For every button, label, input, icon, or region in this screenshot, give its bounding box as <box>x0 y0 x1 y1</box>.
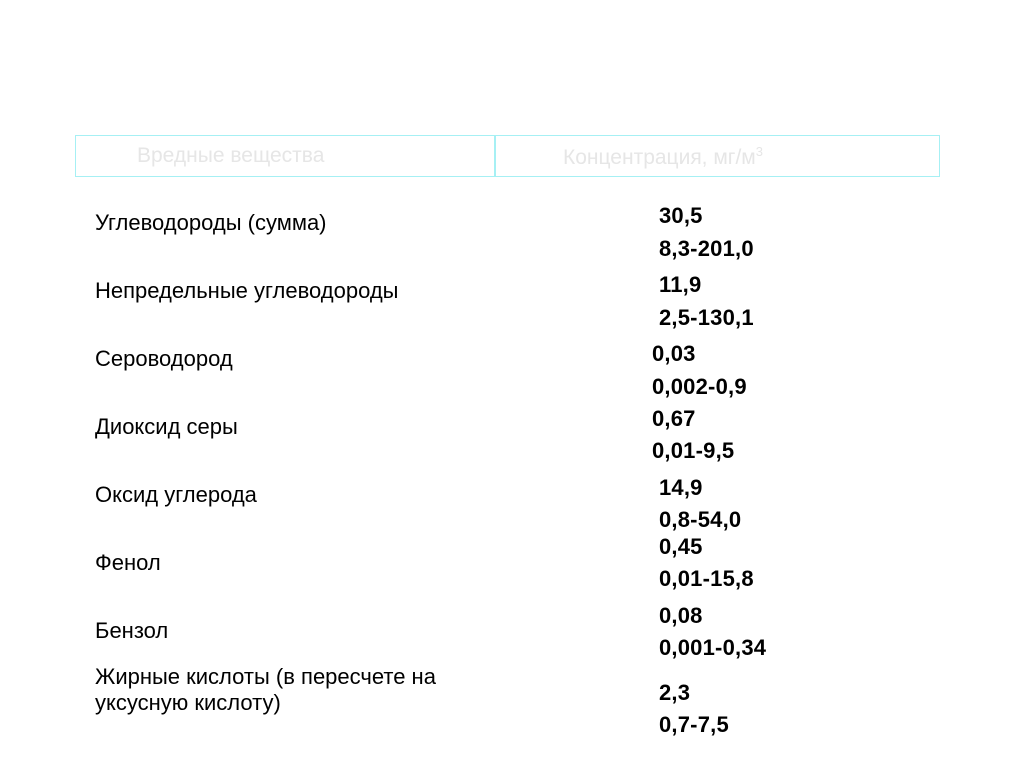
concentration-mean: 14,9 <box>659 475 703 500</box>
header-concentration-label: Концентрация, мг/м <box>563 146 756 169</box>
substance-name: Оксид углерода <box>95 482 257 507</box>
header-divider <box>494 135 496 177</box>
concentration-mean: 0,45 <box>659 534 703 559</box>
concentration-range: 0,7-7,5 <box>659 712 729 737</box>
concentration-range: 0,8-54,0 <box>659 507 742 532</box>
header-concentration <box>563 144 763 170</box>
concentration-mean: 0,08 <box>659 603 703 628</box>
substance-name: Непредельные углеводороды <box>95 278 399 303</box>
concentration-range: 0,01-15,8 <box>659 566 754 591</box>
header-substances: Вредные вещества <box>137 144 325 167</box>
concentration-range: 8,3-201,0 <box>659 236 754 261</box>
concentration-mean: 0,67 <box>652 406 696 431</box>
concentration-mean: 0,03 <box>652 341 696 366</box>
substance-name: Жирные кислоты (в пересчете на уксусную кислоту) <box>95 664 436 715</box>
substance-name: Диоксид серы <box>95 414 238 439</box>
concentration-range: 2,5-130,1 <box>659 305 754 330</box>
substance-name: Бензол <box>95 618 169 643</box>
concentration-range: 0,01-9,5 <box>652 438 735 463</box>
substance-name: Углеводороды (сумма) <box>95 210 327 235</box>
concentration-mean: 11,9 <box>659 272 702 297</box>
concentration-range: 0,001-0,34 <box>659 635 767 660</box>
concentration-mean: 2,3 <box>659 680 691 705</box>
concentration-mean: 30,5 <box>659 203 703 228</box>
header-concentration-sup: 3 <box>755 144 763 159</box>
substance-name: Фенол <box>95 550 161 575</box>
concentration-range: 0,002-0,9 <box>652 374 747 399</box>
substance-name: Сероводород <box>95 346 233 371</box>
